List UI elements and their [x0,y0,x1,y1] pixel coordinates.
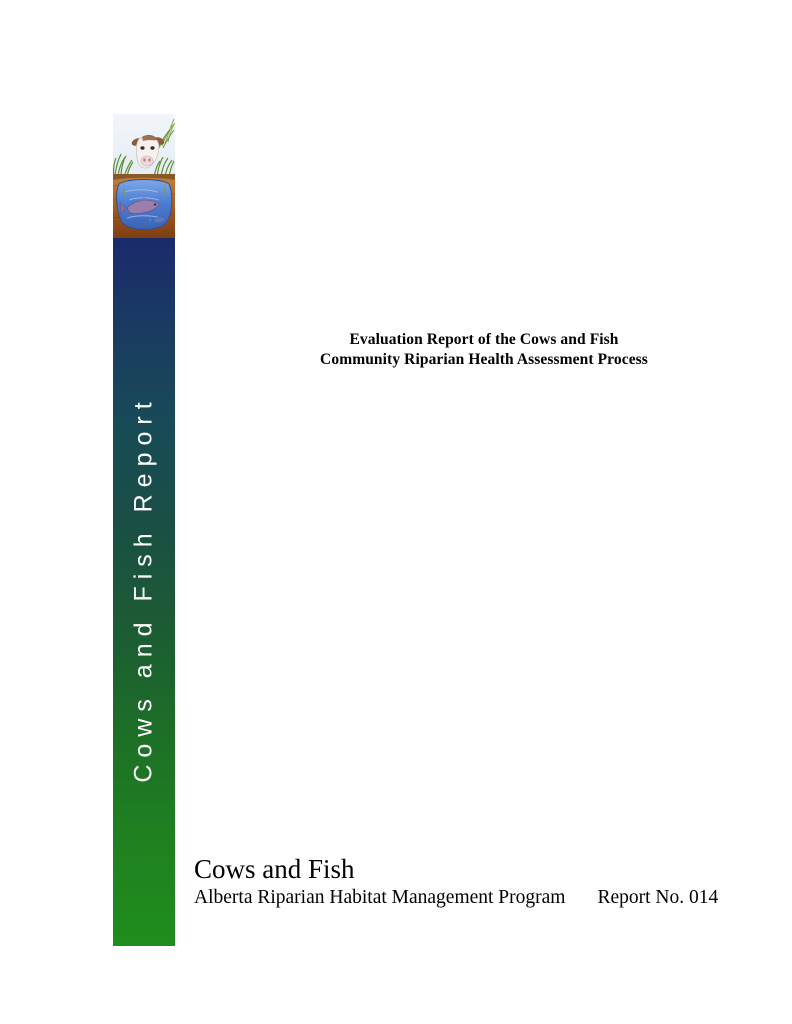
report-title-line-2: Community Riparian Health Assessment Process [320,351,648,368]
cow-and-fish-illustration [113,114,175,238]
program-name: Alberta Riparian Habitat Management Program [194,887,566,908]
cow-and-fish-artwork-svg [113,114,175,238]
report-number: Report No. 014 [597,887,719,908]
organization-name: Cows and Fish [194,854,355,884]
publisher-imprint [194,853,774,911]
spine-label: Cows and Fish Report [129,394,158,783]
imprint-subline [194,885,774,911]
report-title-line-1: Evaluation Report of the Cows and Fish [349,331,619,348]
spine-gradient-bar [113,238,175,946]
report-spine [113,114,175,946]
report-title-block [176,330,792,370]
